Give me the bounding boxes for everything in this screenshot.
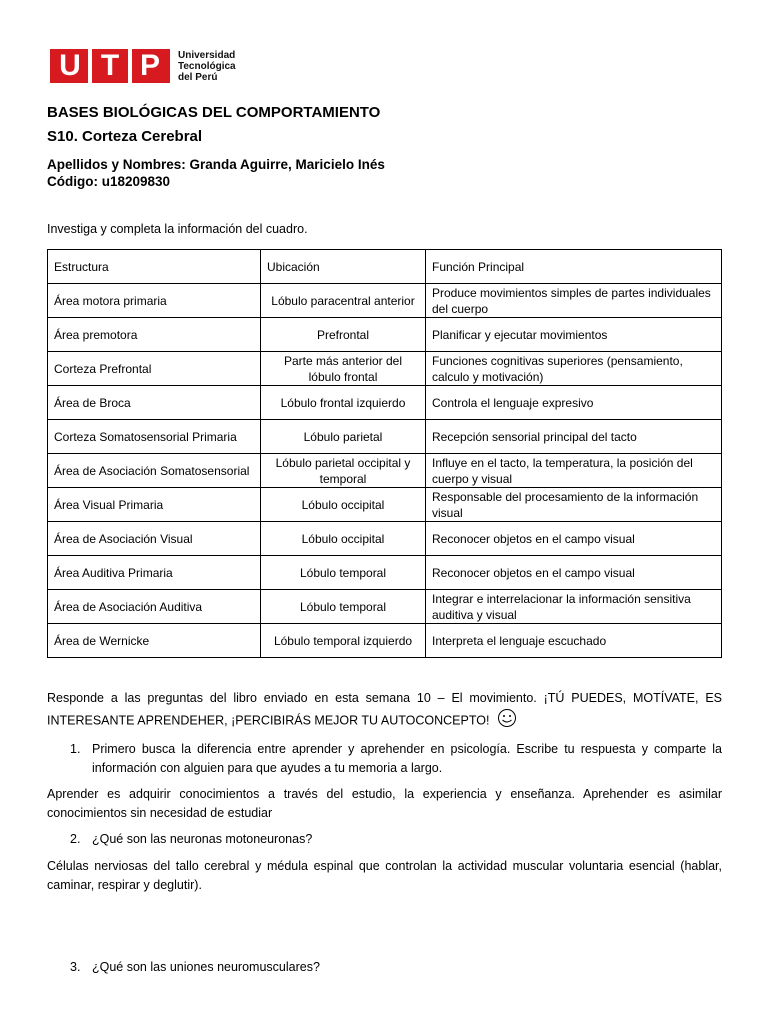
structure-cell: Área Visual Primaria bbox=[48, 488, 261, 522]
table-row bbox=[48, 556, 722, 590]
structure-cell: Área de Wernicke bbox=[48, 624, 261, 658]
function-cell: Produce movimientos simples de partes individuales del cuerpo bbox=[426, 284, 722, 318]
utp-logo bbox=[50, 48, 236, 84]
table-row bbox=[48, 284, 722, 318]
structure-cell: Área de Asociación Auditiva bbox=[48, 590, 261, 624]
header-cell: Estructura bbox=[48, 250, 261, 284]
location-cell: Lóbulo frontal izquierdo bbox=[261, 386, 426, 420]
answer-1: Aprender es adquirir conocimientos a través del estudio, la experiencia y enseñanza. Aprehender es asimilar conocimientos sin necesidad de estudiar bbox=[47, 787, 722, 820]
logo-letter: P bbox=[139, 49, 160, 82]
session-title: S10. Corteza Cerebral bbox=[47, 128, 203, 145]
location-cell: Prefrontal bbox=[261, 318, 426, 352]
location-cell: Lóbulo temporal bbox=[261, 556, 426, 590]
logo-wordmark: Universidad Tecnológica del Perú bbox=[178, 49, 236, 83]
structure-cell: Área motora primaria bbox=[48, 284, 261, 318]
header-cell: Función Principal bbox=[426, 250, 722, 284]
structure-cell: Corteza Prefrontal bbox=[48, 352, 261, 386]
structure-cell: Área premotora bbox=[48, 318, 261, 352]
structure-cell: Área de Asociación Visual bbox=[48, 522, 261, 556]
function-cell: Planificar y ejecutar movimientos bbox=[426, 318, 722, 352]
location-cell: Parte más anterior del lóbulo frontal bbox=[261, 352, 426, 386]
function-cell: Funciones cognitivas superiores (pensamiento, calculo y motivación) bbox=[426, 352, 722, 386]
function-cell: Responsable del procesamiento de la información visual bbox=[426, 488, 722, 522]
structure-cell: Área de Asociación Somatosensorial bbox=[48, 454, 261, 488]
function-cell: Integrar e interrelacionar la información sensitiva auditiva y visual bbox=[426, 590, 722, 624]
table-row bbox=[48, 590, 722, 624]
table-row bbox=[48, 318, 722, 352]
table-row bbox=[48, 522, 722, 556]
location-cell: Lóbulo occipital bbox=[261, 522, 426, 556]
cortex-table bbox=[47, 249, 722, 658]
header-cell: Ubicación bbox=[261, 250, 426, 284]
location-cell: Lóbulo paracentral anterior bbox=[261, 284, 426, 318]
table-row bbox=[48, 420, 722, 454]
function-cell: Influye en el tacto, la temperatura, la posición del cuerpo y visual bbox=[426, 454, 722, 488]
question-1: 1. Primero busca la diferencia entre aprender y aprehender en psicología. Escribe tu respuesta y comparte la información con alguien para que ayudes a tu memoria a largo. bbox=[70, 742, 722, 775]
table-row bbox=[48, 624, 722, 658]
structure-cell: Corteza Somatosensorial Primaria bbox=[48, 420, 261, 454]
table-row bbox=[48, 454, 722, 488]
table-row bbox=[48, 386, 722, 420]
function-cell: Recepción sensorial principal del tacto bbox=[426, 420, 722, 454]
smiley-icon bbox=[497, 708, 517, 734]
answer-2: Células nerviosas del tallo cerebral y médula espinal que controlan la actividad muscular voluntaria esencial (hablar, caminar, respirar y deglutir). bbox=[47, 859, 722, 892]
student-name: Apellidos y Nombres: Granda Aguirre, Maricielo Inés bbox=[47, 157, 385, 172]
intro-paragraph: Responde a las preguntas del libro enviado en esta semana 10 – El movimiento. ¡TÚ PUEDES, MOTÍVATE, ES INTERESANTE APRENDEHER, ¡PERCIBIRÁS MEJOR TU AUTOCONCEPTO! bbox=[47, 689, 722, 734]
table-row bbox=[48, 352, 722, 386]
location-cell: Lóbulo temporal izquierdo bbox=[261, 624, 426, 658]
logo-letter: U bbox=[59, 49, 81, 82]
function-cell: Controla el lenguaje expresivo bbox=[426, 386, 722, 420]
student-code: Código: u18209830 bbox=[47, 174, 171, 189]
location-cell: Lóbulo parietal bbox=[261, 420, 426, 454]
function-cell: Reconocer objetos en el campo visual bbox=[426, 556, 722, 590]
logo-letter: T bbox=[100, 49, 120, 82]
structure-cell: Área de Broca bbox=[48, 386, 261, 420]
function-cell: Interpreta el lenguaje escuchado bbox=[426, 624, 722, 658]
location-cell: Lóbulo parietal occipital y temporal bbox=[261, 454, 426, 488]
location-cell: Lóbulo temporal bbox=[261, 590, 426, 624]
function-cell: Reconocer objetos en el campo visual bbox=[426, 522, 722, 556]
structure-cell: Área Auditiva Primaria bbox=[48, 556, 261, 590]
question-3: 3. ¿Qué son las uniones neuromusculares? bbox=[70, 960, 320, 974]
table-row bbox=[48, 488, 722, 522]
course-title: BASES BIOLÓGICAS DEL COMPORTAMIENTO bbox=[47, 104, 381, 121]
logo-mark bbox=[50, 49, 170, 83]
table-header-row bbox=[48, 250, 722, 284]
instruction: Investiga y completa la información del cuadro. bbox=[47, 222, 308, 236]
question-2: 2. ¿Qué son las neuronas motoneuronas? bbox=[70, 832, 313, 846]
location-cell: Lóbulo occipital bbox=[261, 488, 426, 522]
